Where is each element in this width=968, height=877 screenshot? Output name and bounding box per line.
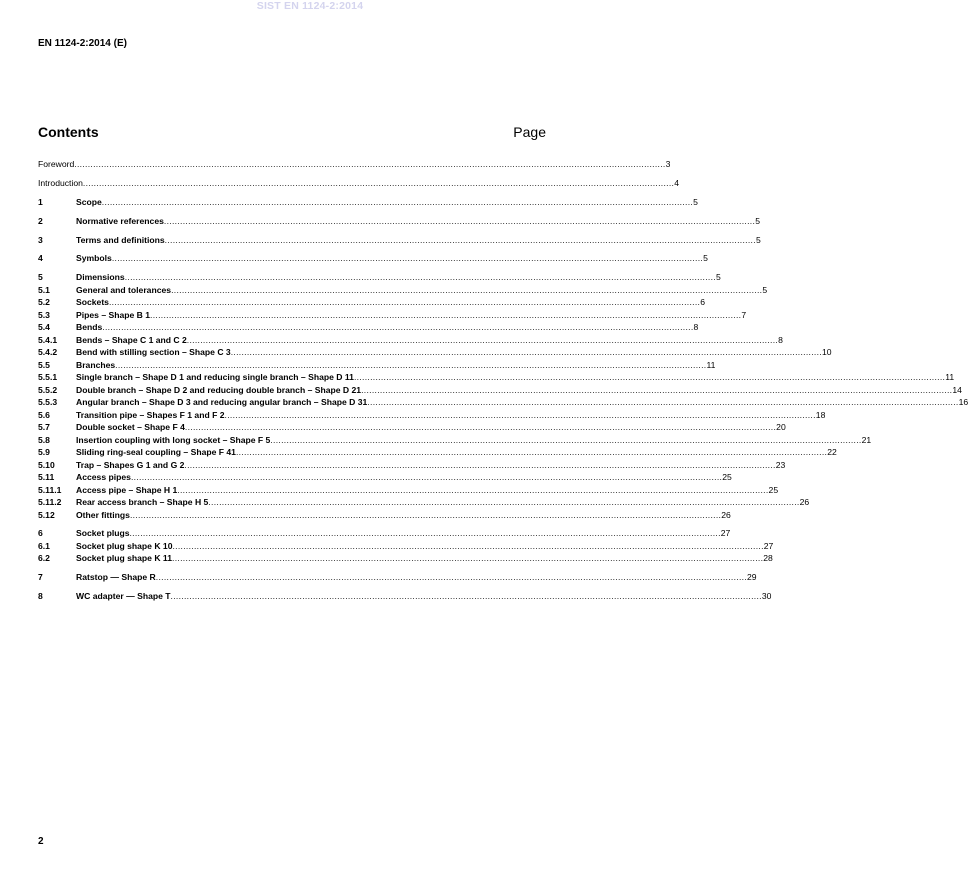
toc-entry-number: 5.10 [38,460,55,470]
toc-entry-page: 11 [706,360,716,370]
toc-entry-number: 5.1 [38,285,50,295]
document-id: EN 1124-2:2014 (E) [38,38,127,49]
toc-entry[interactable] [38,345,832,357]
toc-entry[interactable] [38,470,732,482]
toc-entry[interactable] [38,270,721,282]
toc-entry-page: 26 [799,497,810,507]
toc-entry-title: General and tolerances [76,285,172,295]
toc-leader-dots: ............................................................................................................................................................................................................................ [82,178,675,188]
toc-entry-page: 14 [952,385,962,395]
toc-entry[interactable] [38,214,760,226]
toc-entry[interactable] [38,433,872,445]
toc-entry[interactable] [38,370,955,382]
toc-entry[interactable] [38,308,747,320]
toc-entry-number: 5.5.3 [38,397,58,407]
toc-entry-title: Access pipes [76,472,131,482]
toc-entry-number: 5 [38,272,43,282]
toc-leader-dots: ............................................................................................................................................................................................................................ [184,460,776,470]
toc-entry-title: Socket plug shape K 11 [76,553,172,563]
toc-leader-dots: ............................................................................................................................................................................................................................ [129,510,722,520]
toc-leader-dots: ............................................................................................................................................................................................................................ [74,159,666,169]
toc-entry-title: Double socket – Shape F 4 [76,422,185,432]
toc-entry-number: 7 [38,572,43,582]
toc-entry-page: 8 [778,335,783,345]
toc-entry-number: 5.9 [38,447,50,457]
toc-entry-number: 6.2 [38,553,50,563]
toc-entry[interactable] [38,539,774,551]
toc-entry-page: 27 [720,528,731,538]
toc-entry-number: 5.11.2 [38,497,62,507]
toc-entry[interactable] [38,395,968,407]
toc-entry[interactable] [38,408,826,420]
toc-entry[interactable] [38,251,708,263]
toc-leader-dots: ............................................................................................................................................................................................................................ [230,347,822,357]
toc-entry-page: 28 [763,553,773,563]
toc-leader-dots: ............................................................................................................................................................................................................................ [224,410,816,420]
toc-leader-dots: ............................................................................................................................................................................................................................ [111,253,704,263]
toc-entry-page: 30 [761,591,772,601]
toc-entry-page: 29 [747,572,757,582]
toc-entry-title: Single branch – Shape D 1 and reducing single branch – Shape D 11 [76,372,354,382]
toc-entry-number: 5.4 [38,322,50,332]
toc-entry-title: Socket plug shape K 10 [76,541,173,551]
toc-entry[interactable] [38,420,786,432]
toc-entry-page: 25 [768,485,779,495]
toc-leader-dots: ............................................................................................................................................................................................................................ [172,541,764,551]
toc-entry-page: 4 [674,178,679,188]
toc-leader-dots: ............................................................................................................................................................................................................................ [150,310,742,320]
toc-entry-number: 5.4.2 [38,347,58,357]
toc-entry-page: 27 [763,541,774,551]
toc-entry-page: 5 [762,285,768,295]
toc-entry-title: Angular branch – Shape D 3 and reducing angular branch – Shape D 31 [76,397,368,407]
page-number: 2 [38,836,44,847]
toc-leader-dots: ............................................................................................................................................................................................................................ [101,197,694,207]
toc-leader-dots: ............................................................................................................................................................................................................................ [164,235,756,245]
toc-entry-title: Foreword [38,159,75,169]
toc-leader-dots: ............................................................................................................................................................................................................................ [124,272,716,282]
toc-entry[interactable] [38,570,757,582]
contents-heading: Contents [38,124,99,140]
toc-entry-page: 6 [700,297,706,307]
toc-entry[interactable] [38,383,962,395]
toc-entry-page: 22 [827,447,837,457]
toc-entry-title: Ratstop — Shape R [76,572,156,582]
toc-entry-number: 5.5.2 [38,385,58,395]
toc-entry-number: 8 [38,591,43,601]
toc-leader-dots: ............................................................................................................................................................................................................................ [186,335,779,345]
toc-entry-title: Scope [76,197,102,207]
toc-entry[interactable] [38,508,731,520]
toc-entry-title: Socket plugs [76,528,130,538]
toc-entry-title: Branches [76,360,116,370]
toc-leader-dots: ............................................................................................................................................................................................................................ [102,322,694,332]
toc-entry[interactable] [38,283,768,295]
toc-entry-number: 3 [38,235,43,245]
toc-entry[interactable] [38,526,731,538]
toc-entry-number: 6 [38,528,43,538]
toc-entry-title: Terms and definitions [76,235,165,245]
toc-leader-dots: ............................................................................................................................................................................................................................ [129,528,721,538]
toc-entry-page: 20 [776,422,786,432]
toc-entry-page: 25 [722,472,732,482]
toc-entry[interactable] [38,358,716,370]
toc-entry-title: Symbols [76,253,112,263]
toc-leader-dots: ............................................................................................................................................................................................................................ [361,385,953,395]
toc-entry[interactable] [38,295,706,307]
toc-entry[interactable] [38,333,783,345]
toc-entry-page: 10 [822,347,832,357]
toc-entry-page: 5 [755,235,761,245]
toc-entry-page: 8 [693,322,699,332]
toc-leader-dots: ............................................................................................................................................................................................................................ [208,497,800,507]
toc-entry-page: 5 [755,216,760,226]
toc-entry-title: Access pipe – Shape H 1 [76,485,178,495]
toc-entry-page: 18 [815,410,826,420]
watermark: SIST EN 1124-2:2014 [256,0,364,12]
toc-leader-dots: ............................................................................................................................................................................................................................ [353,372,946,382]
toc-entry-number: 5.11 [38,472,55,482]
toc-entry-number: 4 [38,253,43,263]
toc-entry[interactable] [38,495,810,507]
toc-entry[interactable] [38,551,773,563]
toc-entry[interactable] [38,157,671,169]
toc-entry-title: Transition pipe – Shapes F 1 and F 2 [76,410,225,420]
toc-entry-title: Bend with stilling section – Shape C 3 [76,347,231,357]
toc-entry[interactable] [38,320,699,332]
toc-leader-dots: ............................................................................................................................................................................................................................ [177,485,769,495]
toc-entry[interactable] [38,445,837,457]
toc-entry-title: Normative references [76,216,164,226]
toc-entry-title: Dimensions [76,272,125,282]
toc-leader-dots: ............................................................................................................................................................................................................................ [367,397,959,407]
toc-entry-title: Insertion coupling with long socket – Shape F 5 [76,435,271,445]
toc-entry-title: Other fittings [76,510,130,520]
toc-entry-title: Introduction [38,178,83,188]
toc-leader-dots: ............................................................................................................................................................................................................................ [171,285,763,295]
toc-entry-title: Bends [76,322,103,332]
toc-entry[interactable] [38,176,679,188]
toc-entry-title: Trap – Shapes G 1 and G 2 [76,460,185,470]
toc-entry-number: 5.12 [38,510,55,520]
toc-leader-dots: ............................................................................................................................................................................................................................ [108,297,701,307]
toc-entry-page: 3 [665,159,671,169]
toc-entry-number: 5.11.1 [38,485,62,495]
toc-entry-page: 16 [958,397,968,407]
toc-entry-number: 5.5 [38,360,50,370]
toc-leader-dots: ............................................................................................................................................................................................................................ [170,591,762,601]
toc-entry[interactable] [38,195,698,207]
toc-entry-page: 7 [741,310,747,320]
toc-entry-page: 5 [703,253,708,263]
toc-entry-number: 5.5.1 [38,372,58,382]
toc-entry-number: 6.1 [38,541,50,551]
toc-entry-title: Bends – Shape C 1 and C 2 [76,335,187,345]
toc-entry-page: 5 [716,272,721,282]
toc-entry[interactable] [38,589,772,601]
toc-entry-number: 2 [38,216,43,226]
page-column-label: Page [513,124,546,140]
toc-leader-dots: ............................................................................................................................................................................................................................ [235,447,828,457]
toc-leader-dots: ............................................................................................................................................................................................................................ [163,216,756,226]
toc-entry-page: 26 [721,510,731,520]
toc-leader-dots: ............................................................................................................................................................................................................................ [270,435,862,445]
toc-entry-number: 1 [38,197,43,207]
toc-leader-dots: ............................................................................................................................................................................................................................ [184,422,777,432]
toc-entry-number: 5.6 [38,410,50,420]
toc-leader-dots: ............................................................................................................................................................................................................................ [172,553,764,563]
toc-entry[interactable] [38,233,761,245]
toc-entry-number: 5.8 [38,435,50,445]
toc-entry-title: Sockets [76,297,109,307]
toc-entry[interactable] [38,483,779,495]
toc-entry-page: 11 [945,372,955,382]
toc-leader-dots: ............................................................................................................................................................................................................................ [115,360,707,370]
toc-entry-number: 5.7 [38,422,50,432]
toc-entry-page: 23 [775,460,786,470]
toc-entry-title: Double branch – Shape D 2 and reducing double branch – Shape D 21 [76,385,362,395]
toc-leader-dots: ............................................................................................................................................................................................................................ [130,472,723,482]
toc-entry[interactable] [38,458,786,470]
toc-entry-title: Pipes – Shape B 1 [76,310,151,320]
toc-entry-page: 5 [693,197,698,207]
toc-entry-page: 21 [861,435,872,445]
toc-entry-title: Sliding ring-seal coupling – Shape F 41 [76,447,236,457]
toc-entry-number: 5.2 [38,297,50,307]
toc-entry-title: Rear access branch – Shape H 5 [76,497,209,507]
toc-entry-title: WC adapter — Shape T [76,591,171,601]
toc-entry-number: 5.4.1 [38,335,58,345]
toc-leader-dots: ............................................................................................................................................................................................................................ [155,572,748,582]
toc-entry-number: 5.3 [38,310,50,320]
